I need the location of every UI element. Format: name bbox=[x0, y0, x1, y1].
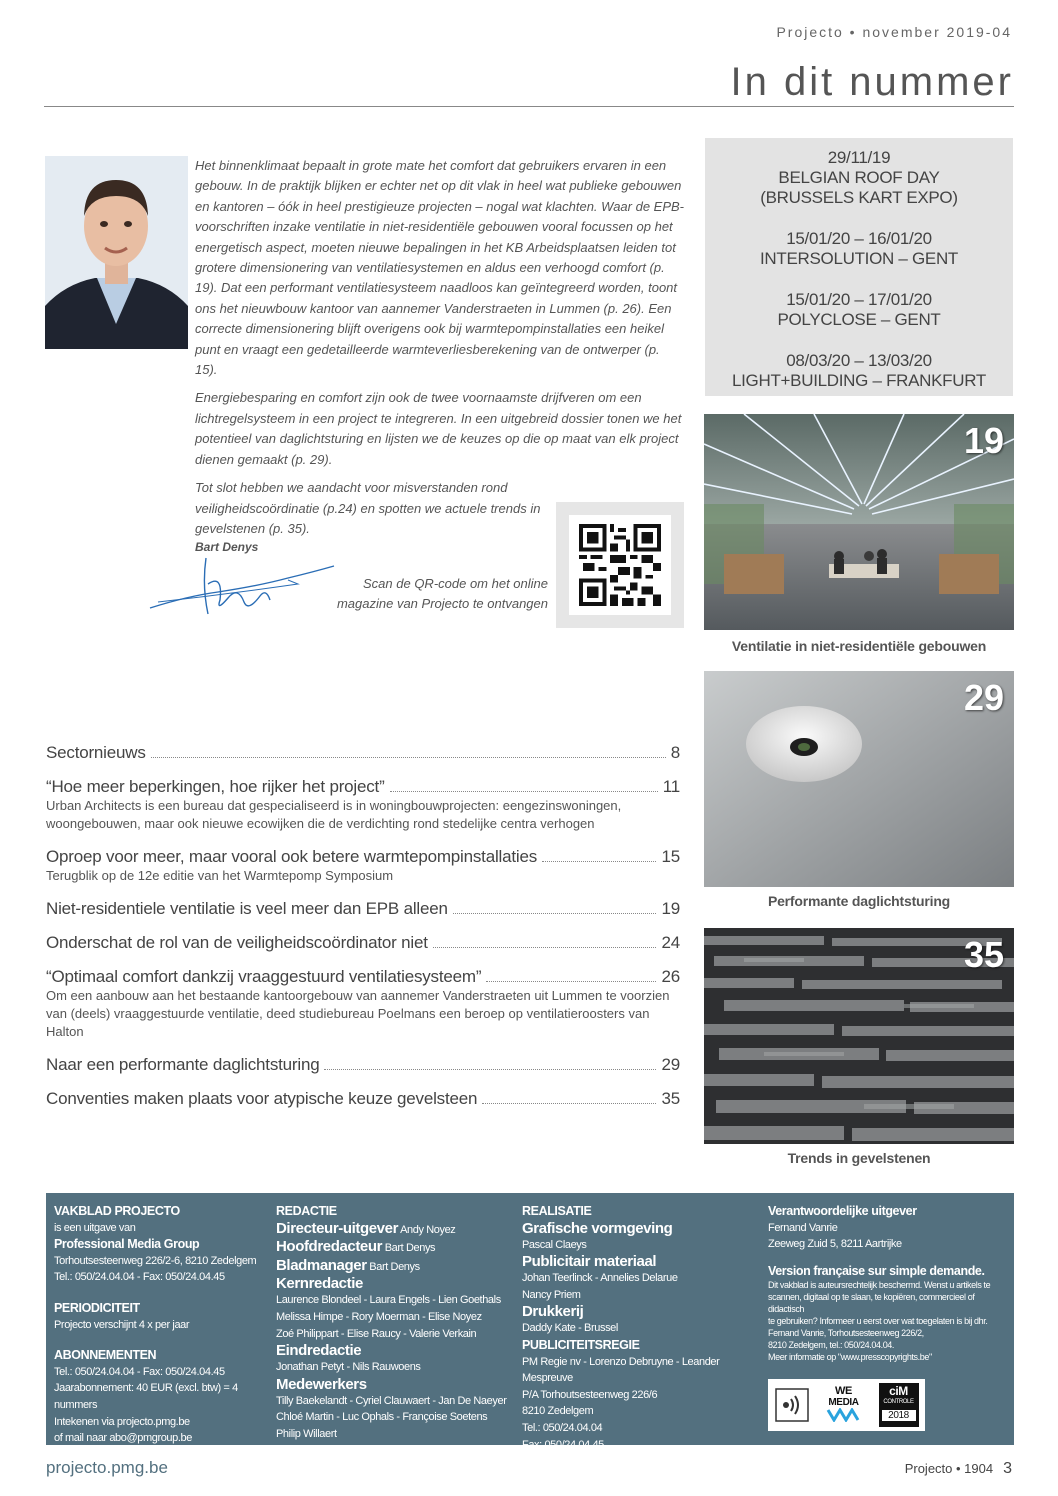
presscopyrights-logo-icon bbox=[775, 1388, 809, 1422]
colophon-text: Nancy Priem bbox=[522, 1288, 581, 1301]
toc-page-number: 26 bbox=[661, 967, 680, 986]
colophon-text: Johan Teerlinck - Annelies Delarue bbox=[522, 1272, 678, 1285]
colophon-text: Jonathan Petyt - Nils Rauwoens bbox=[276, 1361, 421, 1374]
page-footer bbox=[905, 1460, 1012, 1478]
toc-leader bbox=[482, 1103, 656, 1104]
table-of-contents bbox=[46, 743, 680, 1123]
title-divider bbox=[44, 106, 1014, 107]
toc-page-number: 19 bbox=[661, 899, 680, 918]
colophon-heading: ABONNEMENTEN bbox=[54, 1348, 157, 1363]
colophon-text: Jaarabonnement: 40 EUR (excl. btw) = 4 nummers bbox=[54, 1382, 238, 1411]
toc-leader bbox=[151, 757, 666, 758]
colophon-text: Daddy Kate - Brussel bbox=[522, 1322, 618, 1335]
colophon-role: Publicitair materiaal bbox=[522, 1253, 657, 1271]
toc-leader bbox=[486, 981, 656, 982]
colophon-legal-text: Meer informatie op "www.presscopyrights.be" bbox=[768, 1352, 932, 1363]
toc-item[interactable] bbox=[46, 933, 680, 953]
feature-photo-facade-bricks[interactable] bbox=[704, 928, 1014, 1144]
issue-label: Projecto • 1904 bbox=[904, 1461, 994, 1476]
toc-leader bbox=[324, 1069, 656, 1070]
colophon-text: Fax: 050/24.04.45 bbox=[522, 1438, 604, 1451]
colophon-text: Zoé Philippart - Elise Raucy - Valerie Verkain bbox=[276, 1327, 477, 1340]
colophon-text: Melissa Himpe - Rory Moerman - Elise Noyez bbox=[276, 1310, 482, 1323]
toc-leader bbox=[453, 913, 657, 914]
colophon-role: Drukkerij bbox=[522, 1303, 584, 1321]
editorial-author: Bart Denys bbox=[195, 540, 259, 554]
colophon-role: Grafische vormgeving bbox=[522, 1219, 673, 1237]
colophon-publisher: Professional Media Group bbox=[54, 1237, 200, 1252]
feature-caption: Performante daglichtsturing bbox=[767, 893, 951, 909]
event-name: LIGHT+BUILDING – FRANKFURT bbox=[731, 371, 986, 390]
colophon-text: Tilly Baekelandt - Cyriel Clauwaert - Jan De Naeyer bbox=[276, 1394, 507, 1407]
colophon-text: P/A Torhoutsesteenweg 226/6 bbox=[522, 1388, 658, 1401]
event-date: 15/01/20 – 17/01/20 bbox=[786, 290, 932, 309]
cim-logo bbox=[879, 1383, 919, 1427]
toc-item[interactable] bbox=[46, 967, 680, 1041]
colophon-role: Bladmanager bbox=[276, 1256, 367, 1274]
cim-logo-text: ciM bbox=[889, 1384, 908, 1398]
colophon-text: Fernand Vanrie bbox=[768, 1221, 838, 1234]
event-1 bbox=[705, 148, 1013, 208]
colophon-text: Zeeweg Zuid 5, 8211 Aartrijke bbox=[768, 1238, 902, 1251]
editorial-text bbox=[195, 156, 685, 547]
event-date: 29/11/19 bbox=[827, 148, 891, 167]
colophon-legal-text: scannen, digitaal op te slaan, te kopiëren, commercieel of didactisch bbox=[768, 1292, 975, 1315]
partner-logos bbox=[768, 1379, 925, 1431]
feature-page-number: 35 bbox=[963, 934, 1004, 975]
event-name: INTERSOLUTION – GENT bbox=[759, 249, 959, 268]
colophon-role: Hoofdredacteur bbox=[276, 1238, 383, 1256]
toc-description: Terugblik op de 12e editie van het Warmtepomp Symposium bbox=[46, 868, 394, 883]
toc-description: Urban Architects is een bureau dat gespecialiseerd is in woningbouwprojecten: eengezinswoningen, woongebouwen, maar ook nieuwe ecowijken die de verdichting rond stedelijke centra verhogen bbox=[46, 798, 622, 831]
we-media-logo-text: WE bbox=[835, 1384, 852, 1397]
colophon-role: Eindredactie bbox=[276, 1342, 362, 1360]
toc-leader bbox=[433, 947, 657, 948]
toc-leader bbox=[542, 861, 656, 862]
toc-item[interactable] bbox=[46, 1089, 680, 1109]
colophon-publisher-column bbox=[54, 1203, 274, 1447]
toc-page-number: 15 bbox=[661, 847, 680, 866]
colophon-production-column bbox=[522, 1203, 762, 1453]
event-name: BELGIAN ROOF DAY bbox=[778, 168, 940, 187]
toc-title: “Optimaal comfort dankzij vraaggestuurd ventilatiesysteem” bbox=[46, 967, 482, 986]
website-link[interactable]: projecto.pmg.be bbox=[46, 1458, 168, 1477]
colophon-text: Tel.: 050/24.04.04 - Fax: 050/24.04.45 bbox=[54, 1271, 225, 1284]
feature-page-number: 29 bbox=[963, 677, 1004, 718]
toc-item[interactable] bbox=[46, 899, 680, 919]
colophon-text: Philip Willaert bbox=[276, 1427, 337, 1440]
colophon-role: Directeur-uitgever bbox=[276, 1219, 399, 1237]
events-calendar bbox=[705, 138, 1013, 396]
editorial-paragraph-3: Tot slot hebben we aandacht voor misverstanden rond veiligheidscoördinatie (p.24) en spotten we actuele trends in gevelstenen (p. 35). bbox=[195, 480, 541, 536]
we-media-mark-icon bbox=[824, 1408, 864, 1422]
colophon-text: 8210 Zedelgem bbox=[522, 1405, 594, 1418]
colophon-panel bbox=[46, 1193, 1014, 1451]
qr-code-frame bbox=[556, 502, 684, 628]
toc-page-number: 11 bbox=[662, 777, 680, 796]
qr-code[interactable] bbox=[578, 524, 662, 606]
colophon-heading: VAKBLAD PROJECTO bbox=[54, 1204, 180, 1218]
cim-logo-text: CONTROLE bbox=[883, 1399, 914, 1405]
feature-caption: Trends in gevelstenen bbox=[787, 1150, 931, 1166]
feature-page-number: 19 bbox=[963, 420, 1004, 461]
toc-title: Conventies maken plaats voor atypische keuze gevelsteen bbox=[46, 1089, 478, 1108]
event-date: 08/03/20 – 13/03/20 bbox=[786, 351, 932, 370]
subscription-link[interactable]: Intekenen via projecto.pmg.be bbox=[54, 1415, 190, 1428]
toc-leader bbox=[390, 791, 658, 792]
toc-description: Om een aanbouw aan het bestaande kantoorgebouw van aannemer Vanderstraeten uit Lummen te voorzien van (deels) vraaggestuurde ventilatie, deed studiebureau Poelmans een beroep op ventilatieroosters van Halton bbox=[46, 988, 670, 1039]
editorial-paragraph-1: Het binnenklimaat bepaalt in grote mate het comfort dat gebruikers ervaren in een gebouw. In de praktijk blijken er echter net op dit vlak in heel wat publieke gebouwen en kantoren – óók in heel prestigieuze projecten – nogal wat klachten. Waar de EPB-voorschriften inzake ventilatie in niet-residentiële gebouwen vooral focussen op het energetisch aspect, moeten nieuwe bepalingen in het KB Arbeidsplaatsen leiden tot grotere dimensionering van ventilatiesystemen en aldus een verhoogd comfort (p. 19). Dat een performant ventilatiesysteem naadloos kan geïntegreerd worden, toont ons het nieuwbouw kantoor van aannemer Vanderstraeten in Lummen (p. 26). Een correcte dimensionering blijft overigens ook bij warmtepompinstallaties een heikel punt en vraagt een gedetailleerde warmteverliesberekening van de ontwerper (p. 15). bbox=[195, 158, 685, 378]
toc-title: Naar een performante daglichtsturing bbox=[46, 1055, 320, 1074]
event-name: POLYCLOSE – GENT bbox=[777, 310, 941, 329]
toc-page-number: 24 bbox=[661, 933, 680, 952]
colophon-text: is een uitgave van bbox=[54, 1221, 136, 1234]
editorial-paragraph-2: Energiebesparing en comfort zijn ook de twee voornaamste drijfveren om een lichtregelsysteem in een project te integreren. In een uitgebreid dossier tonen we het potentieel van daglichtsturing en lijsten we de keuzes op die op maat van elk project dienen gemaakt (p. 29). bbox=[195, 390, 682, 467]
colophon-role: Medewerkers bbox=[276, 1375, 367, 1393]
colophon-legal-column bbox=[768, 1203, 1008, 1363]
colophon-heading: Version française sur simple demande. bbox=[768, 1263, 985, 1278]
feature-caption: Ventilatie in niet-residentiële gebouwen bbox=[731, 638, 987, 654]
feature-photo-daylight-sensor[interactable] bbox=[704, 671, 1014, 887]
event-date: 15/01/20 – 16/01/20 bbox=[786, 229, 932, 248]
toc-item[interactable] bbox=[46, 1055, 680, 1075]
event-4 bbox=[705, 351, 1013, 391]
colophon-person: Bart Denys bbox=[369, 1260, 420, 1273]
toc-title: Niet-residentiele ventilatie is veel meer dan EPB alleen bbox=[46, 899, 448, 918]
colophon-legal-text: Dit vakblad is auteursrechtelijk beschermd. Wenst u artikels te bbox=[768, 1280, 991, 1291]
colophon-heading: REALISATIE bbox=[522, 1204, 592, 1218]
colophon-person: Andy Noyez bbox=[400, 1223, 456, 1236]
colophon-heading: PUBLICITEITSREGIE bbox=[522, 1337, 640, 1352]
toc-item[interactable] bbox=[46, 847, 680, 885]
toc-title: Oproep voor meer, maar vooral ook betere warmtepompinstallaties bbox=[46, 847, 538, 866]
colophon-heading: REDACTIE bbox=[276, 1204, 337, 1218]
colophon-text: Laurence Blondeel - Laura Engels - Lien Goethals bbox=[276, 1294, 501, 1307]
colophon-text: Tel.: 050/24.04.04 - Fax: 050/24.04.45 bbox=[54, 1365, 225, 1378]
colophon-role: Kernredactie bbox=[276, 1275, 363, 1293]
toc-page-number: 35 bbox=[661, 1089, 680, 1108]
colophon-text: PM Regie nv - Lorenzo Debruyne - Leander Mespreuve bbox=[522, 1355, 720, 1385]
colophon-text: Pascal Claeys bbox=[522, 1238, 587, 1251]
cim-logo-year: 2018 bbox=[882, 1410, 916, 1421]
colophon-heading: Verantwoordelijke uitgever bbox=[768, 1204, 917, 1218]
toc-item[interactable] bbox=[46, 743, 680, 763]
colophon-heading: PERIODICITEIT bbox=[54, 1300, 140, 1315]
colophon-text: Chloé Martin - Luc Ophals - Françoise Soetens bbox=[276, 1411, 488, 1424]
colophon-person: Bart Denys bbox=[384, 1242, 436, 1255]
page-number: 3 bbox=[1003, 1460, 1012, 1477]
toc-page-number: 8 bbox=[670, 743, 680, 762]
toc-title: “Hoe meer beperkingen, hoe rijker het project” bbox=[46, 777, 385, 796]
colophon-text: Torhoutsesteenweg 226/2-6, 8210 Zedelgem bbox=[54, 1254, 257, 1267]
event-2 bbox=[705, 229, 1013, 269]
running-header: Projecto • november 2019-04 bbox=[776, 24, 1012, 40]
colophon-legal-text: Fernand Vanrie, Torhoutsesteenweg 226/2, bbox=[768, 1328, 924, 1339]
colophon-text: Tel.: 050/24.04.04 bbox=[522, 1421, 603, 1434]
toc-item[interactable] bbox=[46, 777, 680, 833]
event-3 bbox=[705, 290, 1013, 330]
colophon-legal-text: te gebruiken? Informeer u eerst over wat toegelaten is bij dhr. bbox=[768, 1316, 988, 1327]
event-venue: (BRUSSELS KART EXPO) bbox=[760, 188, 958, 207]
author-signature bbox=[148, 556, 338, 618]
colophon-legal-text: 8210 Zedelgem, tel.: 050/24.04.04. bbox=[768, 1340, 895, 1351]
qr-caption: Scan de QR-code om het online magazine van Projecto te ontvangen bbox=[336, 576, 548, 611]
feature-photo-office[interactable] bbox=[704, 414, 1014, 630]
editor-portrait-photo bbox=[45, 156, 188, 349]
colophon-editorial-column bbox=[276, 1203, 516, 1443]
we-media-logo-text: MEDIA bbox=[828, 1396, 859, 1408]
toc-page-number: 29 bbox=[661, 1055, 680, 1074]
we-media-logo bbox=[822, 1386, 866, 1425]
toc-title: Onderschat de rol van de veiligheidscoördinator niet bbox=[46, 933, 428, 952]
toc-title: Sectornieuws bbox=[46, 743, 146, 762]
page-title: In dit nummer bbox=[730, 60, 1014, 104]
subscription-email[interactable]: of mail naar abo@pmgroup.be bbox=[54, 1432, 192, 1445]
colophon-text: Projecto verschijnt 4 x per jaar bbox=[54, 1318, 190, 1331]
